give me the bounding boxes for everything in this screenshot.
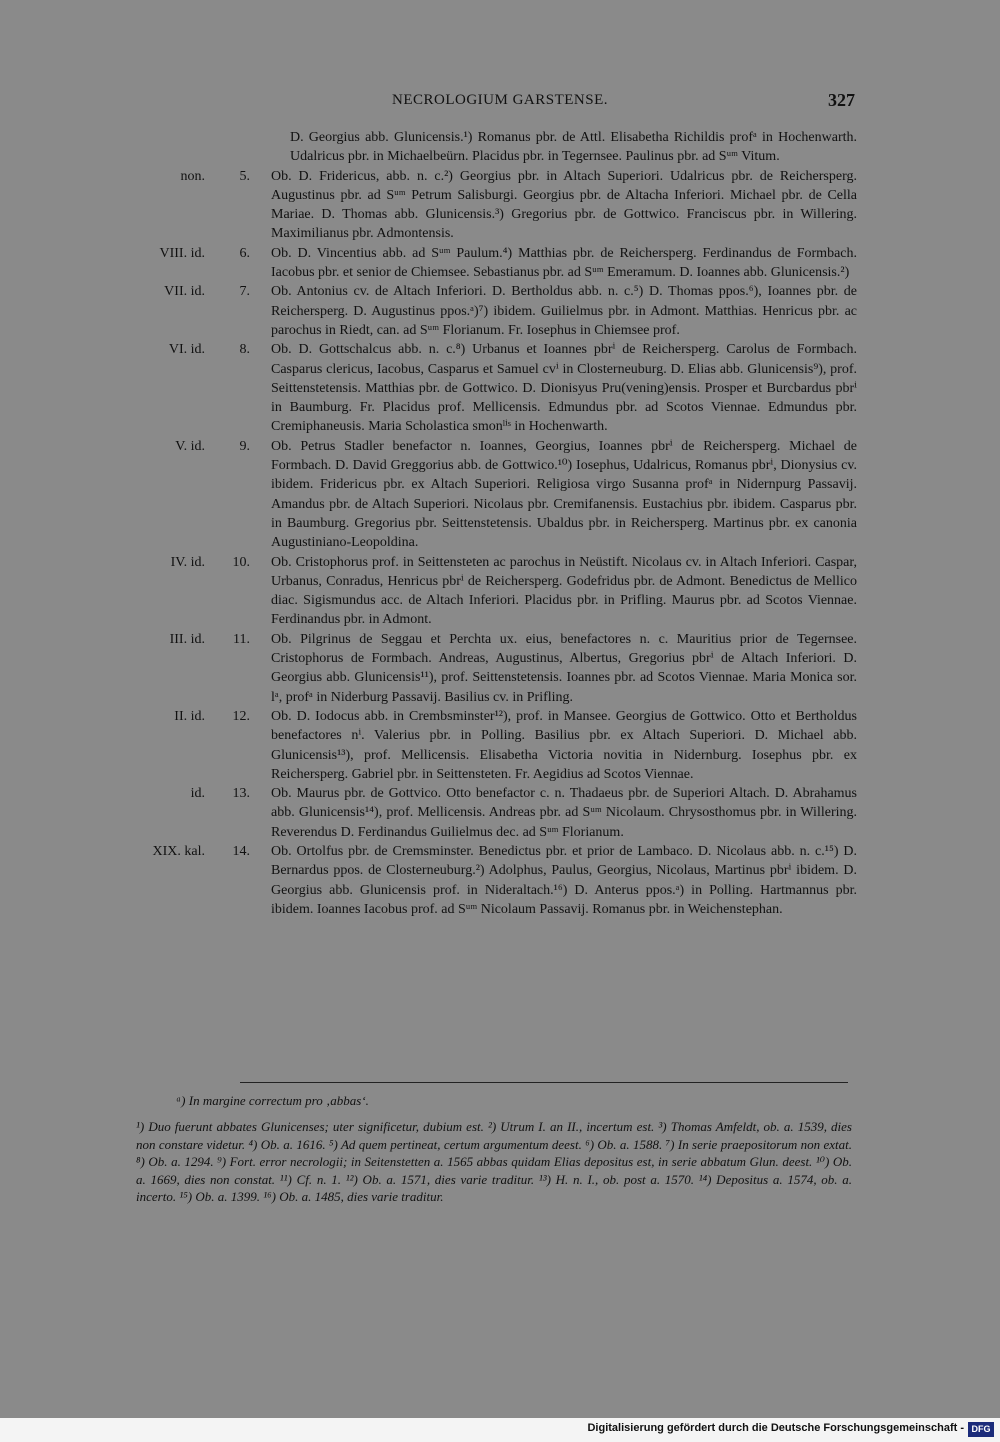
entry-text: Ob. D. Fridericus, abb. n. c.²) Georgius pbr. in Altach Superiori. Udalricus pbr. de Reichersperg. Augustinus pbr. ad Sᵘᵐ Petrum Salisburgi. Georgius pbr. de Altacha Inferiori. Michael pbr. de Cella Mariae. D. Thomas abb. Glunicensis.³) Gregorius pbr. de Gottwico. Franciscus pbr. in Willering. Maximilianus pbr. Admontensis. bbox=[271, 168, 857, 242]
entry-date: V. id. bbox=[175, 438, 205, 454]
entry-date: XIX. kal. bbox=[152, 843, 205, 859]
entry-day-11 bbox=[0, 630, 1000, 707]
entry-text: D. Georgius abb. Glunicensis.¹) Romanus pbr. de Attl. Elisabetha Richildis profᵃ in Hochenwarth. Udalricus pbr. in Michaelbeürn. Placidus pbr. in Tegernsee. Paulinus pbr. ad Sᵘᵐ Vitum. bbox=[290, 130, 857, 165]
margin-note: ᵃ) In margine correctum pro ‚abbas‘. bbox=[176, 1093, 369, 1108]
entry-date: III. id. bbox=[169, 631, 205, 647]
footnotes: ¹) Duo fuerunt abbates Glunicenses; uter significetur, dubium est. ²) Utrum I. an II., incertum est. ³) Thomas Amfeldt, ob. a. 1539, dies non constare videtur. ⁴) Ob. a. 1616. ⁵) Ad quem pertineat, certum argumentum deest. ⁶) Ob. a. 1588. ⁷) In serie praepositorum non extat. ⁸) Ob. a. 1294. ⁹) Fort. error necrologii; in Seitenstetten a. 1565 abbas quidam Elias depositus est, in serie abbatum Glun. deest. ¹⁰) Ob. a. 1669, dies non constat. ¹¹) Cf. n. 1. ¹²) Ob. a. 1571, dies varie traditur. ¹³) H. n. I., ob. post a. 1570. ¹⁴) Depositus a. 1574, ob. a. incerto. ¹⁵) Ob. a. 1399. ¹⁶) Ob. a. 1485, dies varie traditur. bbox=[136, 1119, 852, 1205]
dfg-logo-icon: DFG bbox=[968, 1422, 994, 1437]
page-number: 327 bbox=[828, 90, 855, 110]
entry-text: Ob. Ortolfus pbr. de Cremsminster. Benedictus pbr. et prior de Lambaco. D. Nicolaus abb. n. c.¹⁵) D. Bernardus ppos. de Closterneuburg.²) Adolphus, Paulus, Georgius, Nicolaus, Martinus pbrⁱ ibidem. D. Georgius abb. Glunicensis prof. in Nideraltach.¹⁶) D. Anterus ppos.ᵃ) in Polling. Hartmannus pbr. ibidem. Ioannes Iacobus prof. ad Sᵘᵐ Nicolaum Passavij. Romanus pbr. in Weichenstephan. bbox=[271, 843, 857, 917]
entry-text: Ob. D. Iodocus abb. in Crembsminster¹²), prof. in Mansee. Georgius de Gottwico. Otto et Bertholdus benefactores nⁱ. Valerius pbr. in Polling. Basilius pbr. ex Altach Superiori. D. Michael abb. Glunicensis¹³), prof. Mellicensis. Elisabetha Victoria novitia in Nidernburg. Iosephus pbr. ex Reichersperg. Gabriel pbr. in Seittensteten. Fr. Aegidius ad Scotos Viennae. bbox=[271, 708, 857, 782]
entry-day-12 bbox=[0, 707, 1000, 784]
entry-text: Ob. Antonius cv. de Altach Inferiori. D. Bertholdus abb. n. c.⁵) D. Thomas ppos.⁶), Ioannes pbr. de Reichersperg. D. Augustinus ppos.ᵃ)⁷) ibidem. Guilielmus pbr. in Admont. Matthias. Henricus pbr. ac parochus in Riedt, can. ad Sᵘᵐ Florianum. Fr. Iosephus in Chiemsee prof. bbox=[271, 284, 857, 338]
entry-day: 10. bbox=[232, 554, 250, 570]
entry-day: 7. bbox=[239, 284, 250, 300]
entry-date: non. bbox=[180, 168, 205, 184]
entry-day-10 bbox=[0, 553, 1000, 630]
entry-date: IV. id. bbox=[170, 554, 205, 570]
entry-day-8 bbox=[0, 340, 1000, 436]
entry-day: 11. bbox=[233, 631, 250, 647]
entry-text: Ob. Maurus pbr. de Gottvico. Otto benefactor c. n. Thadaeus pbr. de Superiori Altach. D. Abrahamus abb. Glunicensis¹⁴), prof. Mellicensis. Andreas pbr. ad Sᵘᵐ Nicolaum. Chrysosthomus pbr. in Willering. Reverendus D. Ferdinandus Guilielmus dec. ad Sᵘᵐ Florianum. bbox=[271, 786, 857, 840]
entry-day-5 bbox=[0, 167, 1000, 244]
entry-continuation bbox=[0, 128, 1000, 167]
entry-date: VII. id. bbox=[164, 284, 205, 300]
entry-day: 9. bbox=[239, 438, 250, 454]
entry-day-14 bbox=[0, 842, 1000, 919]
entry-day-9 bbox=[0, 437, 1000, 553]
entry-day-13 bbox=[0, 784, 1000, 842]
entry-text: Ob. Petrus Stadler benefactor n. Ioannes, Georgius, Ioannes pbrⁱ de Reichersperg. Michael de Formbach. D. David Greggorius abb. de Gottwico.¹⁰) Iosephus, Udalricus, Romanus pbrⁱ, Dionysius cv. ibidem. Fridericus pbr. ex Altach Superiori. Religiosa virgo Susanna profᵃ in Nidernpurg Passavij. Amandus pbr. de Altach Superiori. Nicolaus pbr. Cremifanensis. Eustachius pbr. ibidem. Casparus pbr. in Baumburg. Gregorius pbr. Seittenstetensis. Ubaldus pbr. in Reichersperg. Martinus pbr. ex canonia Augustiniano-Leopoldina. bbox=[271, 438, 857, 551]
entry-day: 8. bbox=[239, 342, 250, 358]
entry-day: 5. bbox=[239, 168, 250, 184]
entry-date: II. id. bbox=[174, 708, 205, 724]
entry-day-7 bbox=[0, 282, 1000, 340]
entry-text: Ob. Pilgrinus de Seggau et Perchta ux. eius, benefactores n. c. Mauritius prior de Tegernsee. Cristophorus de Formbach. Andreas, Augustinus, Albertus, Gregorius pbrⁱ de Altach Inferiori. D. Georgius abb. Glunicensis¹¹), prof. Seittenstetensis. Ioannes pbr. ad Scotos Viennae. Maria Monica sor. lᵃ, profᵃ in Niderburg Passavij. Basilius cv. in Prifling. bbox=[271, 631, 857, 705]
necrology-entries bbox=[0, 128, 1000, 919]
digitization-footer bbox=[0, 1418, 1000, 1442]
entry-text: Ob. D. Gottschalcus abb. n. c.⁸) Urbanus et Ioannes pbrⁱ de Reichersperg. Carolus de Formbach. Casparus clericus, Iacobus, Casparus et Samuel cvⁱ in Closterneuburg. D. Elias abb. Glunicensis⁹), prof. Seittenstetensis. Matthias pbr. de Gottwico. D. Dionisyus Pru(vening)ensis. Prosper et Burcbardus pbrⁱ in Baumburg. Fr. Placidus prof. Mellicensis. Edmundus pbr. ad Scotos Viennae. Edmundus pbr. Cremiphaneusis. Maria Scholastica smonˡⁱˢ in Hochenwarth. bbox=[271, 342, 857, 435]
entry-date: id. bbox=[190, 786, 205, 802]
footnote-rule bbox=[240, 1082, 848, 1083]
entry-day-6 bbox=[0, 244, 1000, 283]
running-head-title: NECROLOGIUM GARSTENSE. bbox=[391, 92, 608, 108]
entry-date: VI. id. bbox=[168, 342, 205, 358]
entry-text: Ob. Cristophorus prof. in Seittensteten ac parochus in Neüstift. Nicolaus cv. in Altach Inferiori. Caspar, Urbanus, Conradus, Henricus pbrⁱ de Reichersperg. Godefridus pbr. de Admont. Benedictus de Mellico diac. Sigismundus acc. de Altach Inferiori. Placidus pbr. in Prifling. Maurus pbr. ad Scotos Viennae. Ferdinandus pbr. in Admont. bbox=[271, 554, 857, 628]
entry-day: 12. bbox=[232, 708, 250, 724]
entry-date: VIII. id. bbox=[159, 245, 205, 261]
entry-day: 13. bbox=[232, 786, 250, 802]
entry-day: 6. bbox=[239, 245, 250, 261]
footer-credit: Digitalisierung gefördert durch die Deutsche Forschungsgemeinschaft - bbox=[587, 1422, 964, 1434]
entry-text: Ob. D. Vincentius abb. ad Sᵘᵐ Paulum.⁴) Matthias pbr. de Reichersperg. Ferdinandus de Formbach. Iacobus pbr. et senior de Chiemsee. Sebastianus pbr. ad Sᵘᵐ Emeramum. D. Ioannes abb. Glunicensis.²) bbox=[271, 245, 857, 281]
entry-day: 14. bbox=[232, 843, 250, 859]
